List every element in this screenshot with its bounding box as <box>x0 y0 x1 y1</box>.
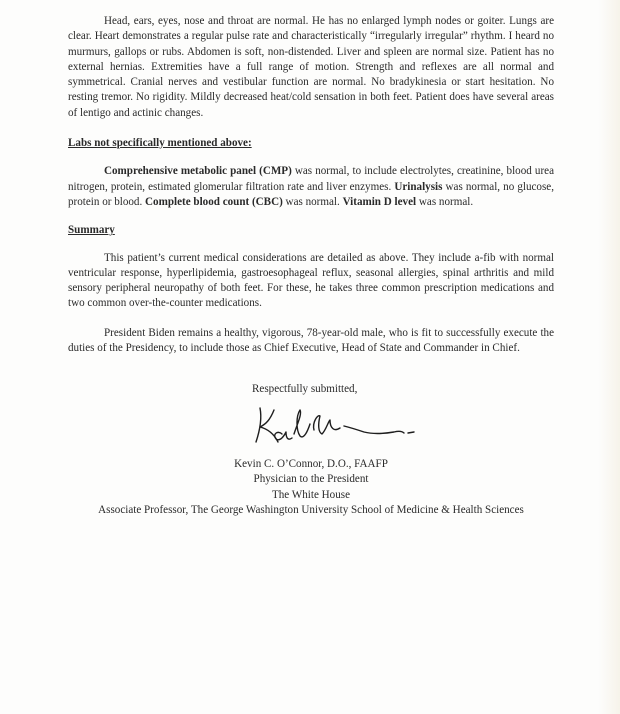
exam-findings-paragraph: Head, ears, eyes, nose and throat are normal. He has no enlarged lymph nodes or goiter. Lungs are clear. Heart demonstrates a regular pulse rate and characteristically “irregularly irregular” rhythm. I heard no murmurs, gallops or rubs. Abdomen is soft, non-distended. Liver and spleen are normal size. Patient has no external hernias. Extremities have a full range of motion. Strength and reflexes are all normal and symmetrical. Cranial nerves and vestibular function are normal. No bradykinesia or start hesitation. No resting tremor. No rigidity. Mildly decreased heat/cold sensation in both feet. Patient does have several areas of lentigo and actinic changes. <box>68 15 554 119</box>
cmp-text: was normal, to include electrolytes, creatinine, blood urea nitrogen, protein, estimated glomerular filtration rate and liver enzymes. <box>68 165 555 193</box>
cbc-label: Complete blood count (CBC) <box>145 195 283 208</box>
letter-body <box>68 14 554 518</box>
signatory-affiliation: Associate Professor, The George Washington University School of Medicine & Health Sciences <box>98 503 524 516</box>
signature-block <box>68 457 554 518</box>
labs-paragraph <box>68 164 554 210</box>
handwritten-signature <box>248 400 428 450</box>
signatory-name: Kevin C. O’Connor, D.O., FAAFP <box>234 457 388 470</box>
signatory-title: Physician to the President <box>253 473 369 486</box>
cmp-label: Comprehensive metabolic panel (CMP) <box>104 165 292 178</box>
summary-paragraph-2: President Biden remains a healthy, vigorous, 78-year-old male, who is fit to successfully execute the duties of the Presidency, to include those as Chief Executive, Head of State and Commander in Chief. <box>68 326 554 355</box>
cbc-text: was normal. <box>282 195 343 208</box>
urinalysis-label: Urinalysis <box>394 180 443 193</box>
labs-heading: Labs not specifically mentioned above: <box>68 137 252 150</box>
vitamin-d-text: was normal. <box>416 195 474 208</box>
vitamin-d-label: Vitamin D level <box>342 195 417 208</box>
page-edge-shadow <box>598 0 620 714</box>
summary-paragraph-1: This patient’s current medical considerations are detailed as above. They include a-fib with normal ventricular response, hyperlipidemia, gastroesophageal reflux, seasonal allergies, spinal arthritis and mild sensory peripheral neuropathy of both feet. For these, he takes three common prescription medications and two common over-the-counter medications. <box>68 251 554 310</box>
urinalysis-text: was normal, no glucose, protein or blood. <box>68 180 554 208</box>
summary-heading: Summary <box>68 224 115 237</box>
closing-line: Respectfully submitted, <box>252 383 358 396</box>
signatory-office: The White House <box>271 488 351 501</box>
